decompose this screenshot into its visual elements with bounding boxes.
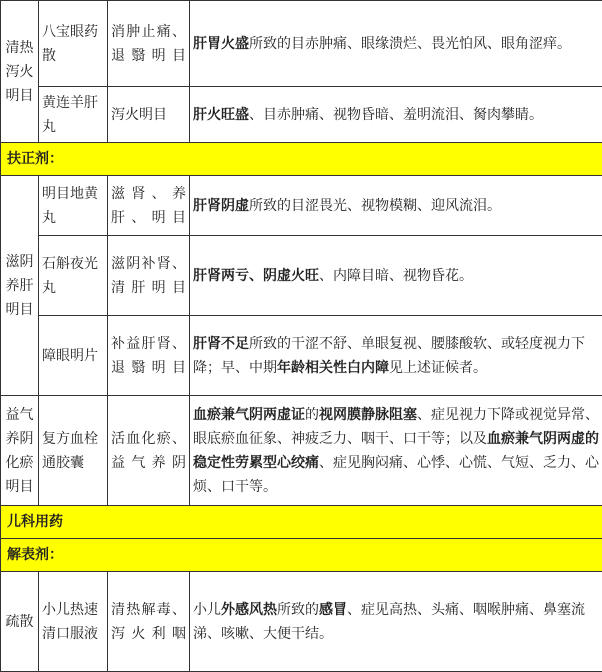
drug-name-cell: 黄连羊肝丸 <box>39 87 108 143</box>
effect-cell: 消肿止痛、退翳明目 <box>108 1 190 87</box>
indication-cell <box>190 236 602 316</box>
text-span: 、症见视力下降或视觉异常、眼底瘀血征象、神疲乏力、咽干、口干等；以及 <box>193 407 599 447</box>
bold-text: 年龄相关性白内障 <box>277 360 389 376</box>
text-span: 所致的目涩畏光、视物模糊、迎风流泪。 <box>249 198 501 214</box>
drug-name-cell: 复方血栓通胶囊 <box>39 396 108 506</box>
text-span: 所致的目赤肿痛、眼缘溃烂、畏光怕风、眼角涩痒。 <box>249 36 571 52</box>
bold-text: 感冒 <box>319 602 347 618</box>
indication-cell <box>190 87 602 143</box>
table-row <box>1 87 602 143</box>
indication-cell <box>190 176 602 236</box>
drug-name-cell: 八宝眼药散 <box>39 1 108 87</box>
effect-cell: 活血化瘀、益气养阴 <box>108 396 190 506</box>
text-span: 、内障目暗、视物昏花。 <box>319 268 473 284</box>
effect-cell: 滋阴补肾、清肝明目 <box>108 236 190 316</box>
text-span: 的 <box>305 407 319 423</box>
indication-cell <box>190 1 602 87</box>
table-row <box>1 176 602 236</box>
bold-text: 肝火旺盛 <box>193 107 249 123</box>
text-span: 、症见高热、头痛、咽喉肿痛、鼻塞流涕、咳嗽、大便干结。 <box>193 602 585 642</box>
bold-text: 肝肾不足 <box>193 336 249 352</box>
effect-cell: 泻火明目 <box>108 87 190 143</box>
bold-text: 肝肾阴虚 <box>193 198 249 214</box>
indication-cell <box>190 396 602 506</box>
section-header-row <box>1 539 602 572</box>
bold-text: 外感风热 <box>221 602 277 618</box>
effect-cell: 清热解毒、泻火利咽 <box>108 572 190 672</box>
section-header: 儿科用药 <box>1 506 602 539</box>
category-cell: 益气养阴化瘀明目 <box>1 396 39 506</box>
category-cell: 疏散 <box>1 572 39 672</box>
bold-text: 肝胃火盛 <box>193 36 249 52</box>
bold-text: 血瘀兼气阴两虚的稳定性劳累型心绞痛 <box>193 431 599 471</box>
bold-text: 视网膜静脉阻塞 <box>319 407 417 423</box>
text-span: 小儿 <box>193 602 221 618</box>
text-span: 见上述证候者。 <box>389 360 487 376</box>
table-row <box>1 316 602 396</box>
effect-cell: 滋肾、养肝、明目 <box>108 176 190 236</box>
bold-text: 肝肾两亏、阴虚火旺 <box>193 268 319 284</box>
drug-name-cell: 明目地黄丸 <box>39 176 108 236</box>
table-row <box>1 396 602 506</box>
drug-name-cell: 障眼明片 <box>39 316 108 396</box>
table-row <box>1 236 602 316</box>
drug-name-cell: 小儿热速清口服液 <box>39 572 108 672</box>
text-span: 、症见胸闷痛、心悸、心慌、气短、乏力、心烦、口干等。 <box>193 455 599 495</box>
effect-cell: 补益肝肾、退翳明目 <box>108 316 190 396</box>
indication-cell <box>190 316 602 396</box>
text-span: 所致的干涩不舒、单眼复视、腰膝酸软、或轻度视力下降；早、中期 <box>193 336 585 376</box>
drug-name-cell: 石斛夜光丸 <box>39 236 108 316</box>
text-span: 所致的 <box>277 602 319 618</box>
section-header-row <box>1 506 602 539</box>
bold-text: 血瘀兼气阴两虚证 <box>193 407 305 423</box>
section-header-row <box>1 143 602 176</box>
section-header: 扶正剂： <box>1 143 602 176</box>
table-row <box>1 1 602 87</box>
category-cell: 滋阴养肝明目 <box>1 176 39 396</box>
section-header: 解表剂： <box>1 539 602 572</box>
text-span: 、目赤肿痛、视物昏暗、羞明流泪、胬肉攀睛。 <box>249 107 543 123</box>
category-cell: 清热泻火明目 <box>1 1 39 143</box>
